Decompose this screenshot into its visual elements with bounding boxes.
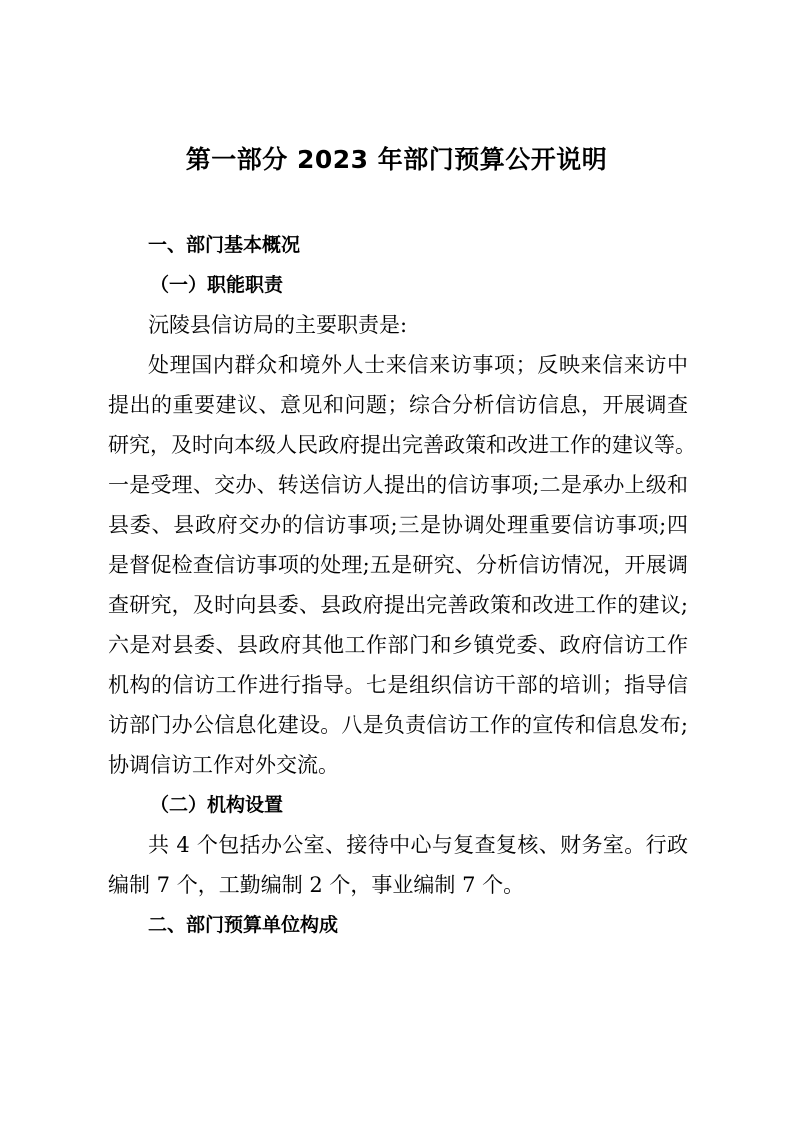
document-body bbox=[108, 225, 696, 945]
intro-line: 沅陵县信访局的主要职责是: bbox=[148, 313, 408, 337]
duties-line: 六是对县委、县政府其他工作部门和乡镇党委、政府信访工作 bbox=[108, 633, 688, 657]
duties-line: 提出的重要建议、意见和问题；综合分析信访信息，开展调查 bbox=[108, 393, 688, 417]
duties-line: 是督促检查信访事项的处理;五是研究、分析信访情况，开展调 bbox=[108, 553, 688, 577]
duties-line: 处理国内群众和境外人士来信来访事项；反映来信来访中 bbox=[148, 353, 688, 377]
duties-line: 研究，及时向本级人民政府提出完善政策和改进工作的建议等。 bbox=[108, 433, 696, 457]
organization-line: 共 4 个包括办公室、接待中心与复查复核、财务室。行政 bbox=[148, 833, 688, 857]
duties-paragraph bbox=[108, 345, 696, 785]
duties-line: 机构的信访工作进行指导。七是组织信访干部的培训；指导信 bbox=[108, 673, 688, 697]
section-heading-basic-overview: 一、部门基本概况 bbox=[148, 234, 301, 256]
document-title: 第一部分 2023 年部门预算公开说明 bbox=[185, 145, 608, 174]
duties-line: 访部门办公信息化建设。八是负责信访工作的宣传和信息发布; bbox=[108, 713, 688, 737]
intro-paragraph bbox=[108, 305, 688, 345]
organization-line: 编制 7 个，工勤编制 2 个，事业编制 7 个。 bbox=[108, 873, 525, 897]
organization-paragraph bbox=[108, 825, 688, 905]
subsection-heading-duties: （一）职能职责 bbox=[150, 274, 284, 296]
duties-line: 协调信访工作对外交流。 bbox=[108, 753, 339, 777]
subsection-heading-organization: （二）机构设置 bbox=[150, 794, 284, 816]
duties-line: 县委、县政府交办的信访事项;三是协调处理重要信访事项;四 bbox=[108, 513, 688, 537]
section-heading-budget-units: 二、部门预算单位构成 bbox=[148, 914, 339, 936]
duties-line: 查研究，及时向县委、县政府提出完善政策和改进工作的建议; bbox=[108, 593, 688, 617]
duties-line: 一是受理、交办、转送信访人提出的信访事项;二是承办上级和 bbox=[108, 473, 688, 497]
